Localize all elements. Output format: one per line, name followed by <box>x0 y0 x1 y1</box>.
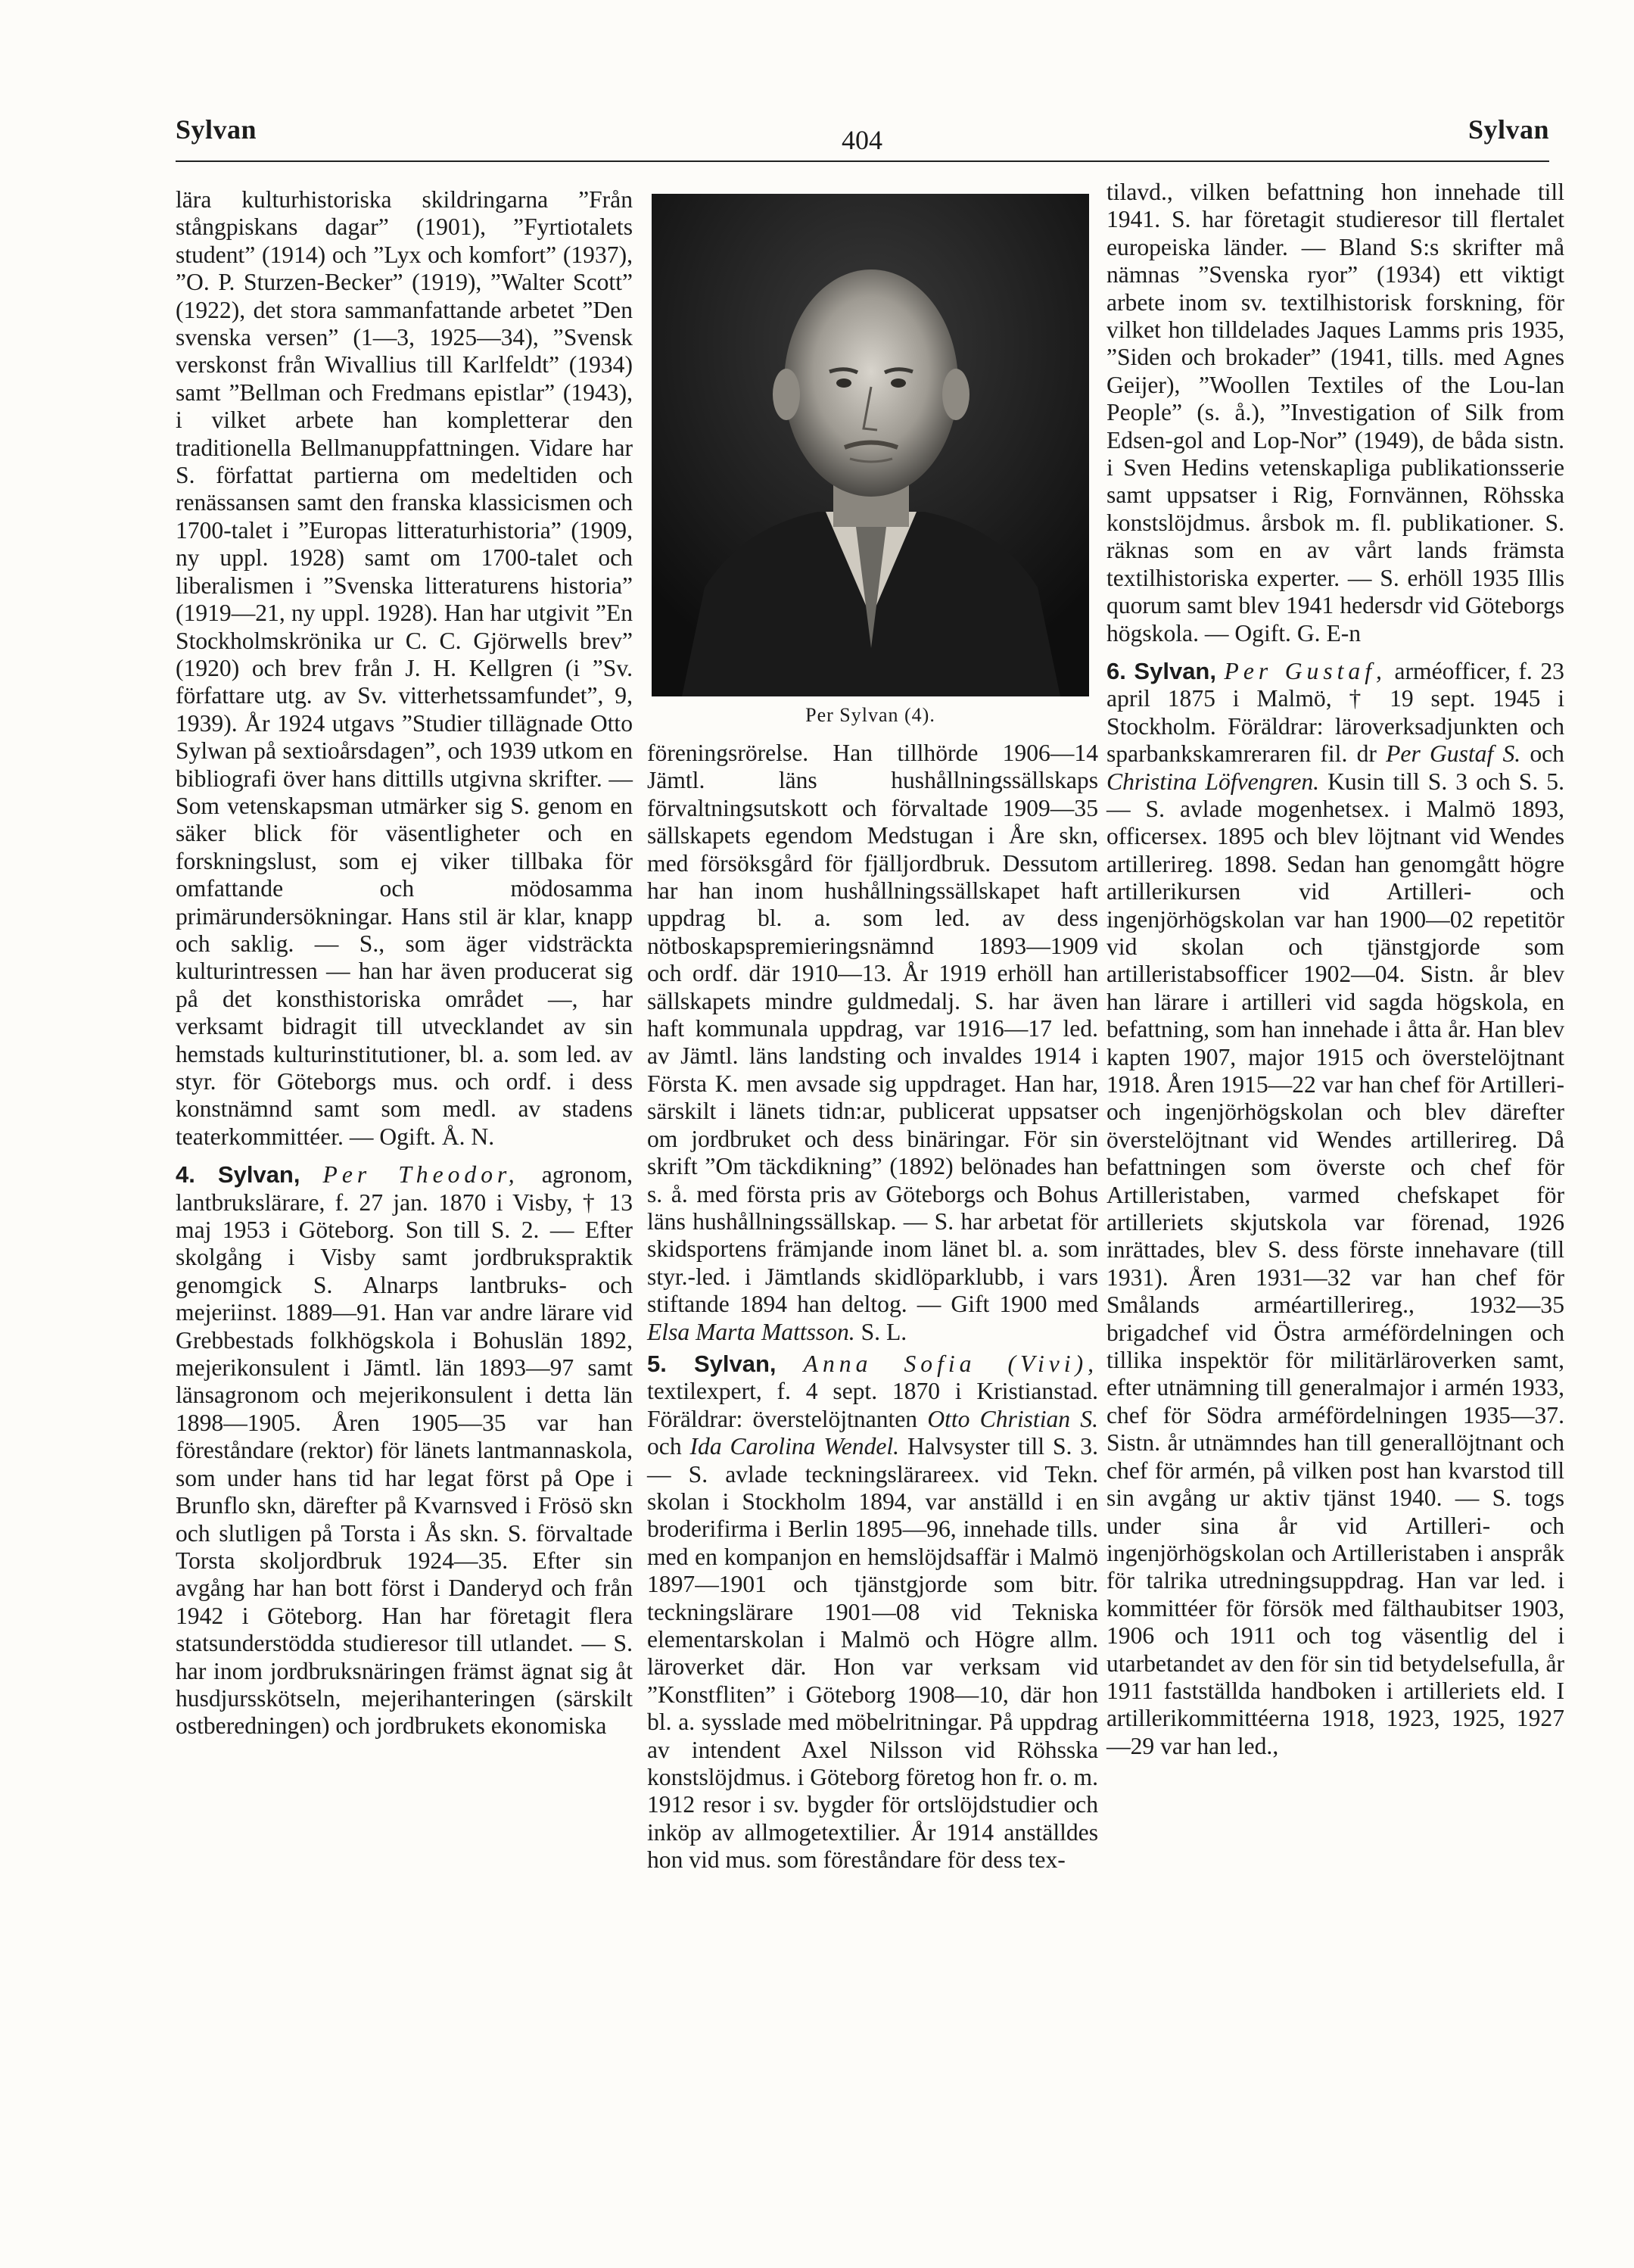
column-right <box>1106 179 1564 1760</box>
entry6-number: 6. <box>1106 657 1126 684</box>
entry4-text-cont: föreningsrörelse. Han tillhörde 1906—14 Jämtl. läns hushållningssällskaps förvaltningsutskott och förvaltade 1909—35 sällskapets egendom Medstugan i Åre skn, med försöksgård för fjälljordbruk. Dessutom har han inom hushållningssällskapet haft uppdrag bl. a. som led. av dess nötboskapspremieringsnämnd 1893—1909 och ordf. där 1910—13. År 1919 erhöll han sällskapets mindre guldmedalj. S. har även haft kommunala uppdrag, var 1916—17 led. av Jämtl. läns landsting och invaldes 1914 i Första K. men avsade sig uppdraget. Han har, särskilt i länets tidn:ar, publicerat uppsatser om jordbruket och dess binäringar. För sin skrift ”Om täckdikning” (1892) belönades han s. å. med första pris av Göteborgs och Bohus läns hushållningssällskap. — S. har arbetat för skidsportens främjande inom länet bl. a. som styr.-led. i Jämtlands skidlöparklubb, i vars stiftande 1894 han deltog. — Gift 1900 med <box>647 740 1098 1318</box>
entry5-mother: Ida Carolina Wendel. <box>689 1433 900 1460</box>
entry6-mother: Christina Löfvengren. <box>1106 768 1320 795</box>
running-head-right: Sylvan <box>1467 114 1549 145</box>
entry6-text2: Kusin till S. 3 och S. 5. — S. avlade mogenhetsex. i Malmö 1893, officersex. 1895 och blev löjtnant vid Wendes artillerireg. 1898. Sedan han genomgått högre artillerikursen vid Artilleri- och ingenjörhögskolan var han 1900—02 repetitör vid skolan och tjänstgjorde som artilleristabsofficer 1902—04. Sistn. år blev han lärare i artilleri vid sagda högskola, en befattning, som han innehade i åtta år. Han blev kapten 1907, major 1915 och överstelöjtnant 1918. Åren 1915—22 var han chef för Artilleri- och ingenjörhögskolan och blev därefter överstelöjtnant vid Wendes artillerireg. Då befattningen som överste och chef för Artilleristaben, varmed chefskapet för artilleriets skjutskola var förenad, 1926 inrättades, blev S. dess förste innehavare (till 1931). Åren 1931—32 var han chef för Smålands arméartillerireg., 1932—35 brigadchef vid Östra arméfördelningen och tillika inspektör för militärläroverken samt, efter utnämning till generalmajor i armén 1933, chef för Södra arméfördelningen 1935—37. Sistn. år utnämndes han till generallöjtnant och chef för armén, på vilken post han kvarstod till sin avgång ur aktiv tjänst 1940. — S. togs under sina år vid Artilleri- och ingenjörhögskolan och Artilleristaben i anspråk för talrika utredningsuppdrag. Han var led. i kommittéer för försök med fälthaubitser 1903, 1906 och 1911 och tog väsentlig del i utarbetandet av den för sin tid betydelsefulla, år 1911 fastställda handboken i artilleriets eld. I artillerikommittéerna 1918, 1923, 1925, 1927—29 var han led., <box>1106 768 1564 1759</box>
entry5-continuation: tilavd., vilken befattning hon innehade till 1941. S. har företagit studieresor till flertalet europeiska länder. — Bland S:s skrifter må nämnas ”Svenska ryor” (1934) ett viktigt arbete inom sv. textilhistorisk forskning, för vilket hon tilldelades Jaques Lamms pris 1935, ”Siden och brokader” (1941, tills. med Agnes Geijer), ”Woollen Textiles of the Lou-lan People” (s. å.), ”Investigation of Silk from Edsen-gol and Lop-Nor” (1949), de båda sistn. i Sven Hedins vetenskapliga publikationsserie samt uppsatser i Rig, Fornvännen, Röhsska konstslöjdmus. årsbok m. fl. publikationer. S. räknas som en av vårt lands främsta textilhistoriska experter. — S. erhöll 1935 Illis quorum samt blev 1941 hedersdr vid Göteborgs högskola. — Ogift. G. E-n <box>1106 179 1564 646</box>
entry4-given-name: Per Theodor, <box>322 1161 519 1189</box>
entry6-text1: arméofficer, f. 23 april 1875 i Malmö, † 19 sept. 1945 i Stockholm. Föräldrar: läroverksadjunkten och sparbankskamreraren fil. dr <box>1106 657 1564 768</box>
entry4-surname: Sylvan, <box>217 1161 300 1189</box>
header-rule <box>176 160 1549 162</box>
portrait-image <box>652 194 1089 696</box>
column-middle <box>647 740 1098 1898</box>
entry5-and: och <box>647 1433 682 1460</box>
photo-caption: Per Sylvan (4). <box>805 704 935 726</box>
entry-6 <box>1106 658 1564 1760</box>
entry3-continuation: lära kulturhistoriska skildringarna ”Från stångpiskans dagar” (1901), ”Fyrtiotalets student” (1914) och ”Lyx och komfort” (1937), ”O. P. Sturzen-Becker” (1919), ”Walter Scott” (1922), det stora sammanfattande arbetet ”Den svenska versen” (1—3, 1925—34), ”Svensk verskonst från Wivallius till Karlfeldt” (1934) samt ”Bellman och Fredmans epistlar” (1943), i vilket arbete han kompletterar den traditionella Bellmanuppfattningen. Vidare har S. författat partierna om medeltiden och renässansen samt den franska klassicismen och 1700-talet i ”Europas litteraturhistoria” (1909, ny uppl. 1928) samt om 1700-talet och liberalismen i ”Svenska litteraturens historia” (1919—21, ny uppl. 1928). Han har utgivit ”En Stockholmskrönika ur C. C. Gjörwells brev” (1920) och brev från J. H. Kellgren (i ”Sv. författare utg. av Sv. vitterhetssamfundet”, 9, 1939). År 1924 utgavs ”Studier tillägnade Otto Sylwan på sextioårsdagen”, och 1939 utkom en bibliografi över hans dittills utgivna skrifter. — Som vetenskapsman utmärker sig S. genom en säker blick för väsentligheter och en forskningslust, som ej viker tillbaka för omfattande och mödosamma primärundersökningar. Hans stil är klar, knapp och saklig. — S., som äger vidsträckta kulturintressen — han har även producerat sig på det konsthistoriska området —, har verksamt bidragit till utvecklandet av sin hemstads kulturinstitutioner, bl. a. som led. av styr. för Göteborgs mus. och ordf. i dess konstnämnd samt som medl. av stadens teaterkommittéer. — Ogift. Å. N. <box>176 186 633 1150</box>
entry4-number: 4. <box>176 1161 195 1189</box>
entry4-wife: Elsa Marta Mattsson. <box>647 1318 855 1345</box>
entry6-father: Per Gustaf S. <box>1386 740 1521 768</box>
entry5-text2: Halvsyster till S. 3. — S. avlade teckningslärareex. vid Tekn. skolan i Stockholm 1894, var anställd i en broderifirma i Berlin 1895—96, innehade tills. med en kompanjon en hemslöjdsaffär i Malmö 1897—1901 och tjänstgjorde som bitr. teckningslärare 1901—08 vid Tekniska elementarskolan i Malmö och Högre allm. läroverket där. Hon var verksam vid ”Konstfliten” i Göteborg 1908—10, där hon bl. a. sysslade med möbelritningar. På uppdrag av intendent Axel Nilsson vid Röhsska konstslöjdmus. i Göteborg företog hon fr. o. m. 1912 resor i sv. bygder för ortslöjdstudier och inköp av allmogetextilier. År 1914 anställdes hon vid mus. som föreståndare för dess tex- <box>647 1433 1098 1874</box>
column-left <box>176 186 633 1740</box>
entry5-number: 5. <box>647 1350 667 1377</box>
running-head-left: Sylvan <box>176 114 257 145</box>
entry6-surname: Sylvan, <box>1134 657 1216 684</box>
entry4-signature: S. L. <box>861 1318 907 1345</box>
entry5-text1: textilexpert, f. 4 sept. 1870 i Kristianstad. Föräldrar: överstelöjtnanten <box>647 1378 1098 1432</box>
entry5-given-name: Anna Sofia (Vivi), <box>803 1350 1099 1377</box>
entry-4 <box>176 1161 633 1740</box>
page-number: 404 <box>842 125 882 155</box>
entry5-father: Otto Christian S. <box>927 1405 1098 1432</box>
entry6-given-name: Per Gustaf, <box>1224 657 1387 684</box>
entry-5 <box>647 1351 1098 1874</box>
entry4-text: agronom, lantbrukslärare, f. 27 jan. 1870 i Visby, † 13 maj 1953 i Göteborg. Son till S. 2. — Efter skolgång i Visby samt jordbrukspraktik genomgick S. Alnarps lantbruks- och mejeriinst. 1889—91. Han var andre lärare vid Grebbestads folkhögskola i Bohuslän 1892, mejerikonsulent i Jämtl. län 1893—97 samt länsagronom och mejerikonsulent i detta län 1898—1905. Åren 1905—35 var han föreståndare (rektor) för länets lantmannaskola, som under hans tid har legat först på Ope i Brunflo skn, därefter på Kvarnsved i Frösö skn och slutligen på Torsta i Ås skn. S. förvaltade Torsta skoljordbruk 1924—35. Efter sin avgång har han bott först i Danderyd och från 1942 i Göteborg. Han har företagit flera statsunderstödda studieresor till utlandet. — S. har inom jordbruksnäringen främst ägnat sig åt husdjursskötseln, mejerihanteringen (särskilt ostberedningen) och jordbrukets ekonomiska <box>176 1161 633 1740</box>
entry6-and: och <box>1530 740 1564 768</box>
entry4-continuation <box>647 740 1098 1346</box>
entry5-surname: Sylvan, <box>693 1350 777 1377</box>
portrait-photo <box>652 194 1089 696</box>
